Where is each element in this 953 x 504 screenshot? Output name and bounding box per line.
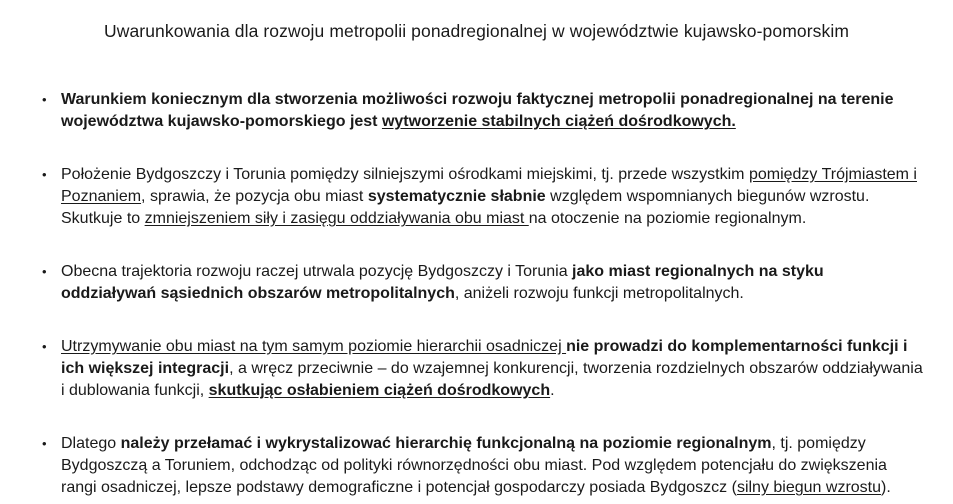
bullet-item bbox=[42, 261, 923, 305]
bullet-marker-icon: • bbox=[42, 264, 47, 279]
bullet-marker-icon: • bbox=[42, 167, 47, 182]
text-run: pomiędzy Trójmiastem i Poznaniem bbox=[61, 166, 917, 205]
text-run: nie prowadzi do komplementarności funkcji i ich większej integracji bbox=[61, 338, 908, 377]
text-run: , sprawia, że pozycja obu miast bbox=[141, 188, 368, 205]
bullet-item bbox=[42, 433, 923, 499]
text-run: . bbox=[550, 382, 555, 399]
text-run: ). bbox=[881, 479, 891, 496]
text-run: zmniejszeniem siły i zasięgu oddziaływania obu miast bbox=[144, 210, 529, 227]
bullet-text bbox=[61, 164, 923, 230]
bullet-item bbox=[42, 336, 923, 402]
bullet-marker-icon: • bbox=[42, 92, 47, 107]
slide-title: Uwarunkowania dla rozwoju metropolii ponadregionalnej w województwie kujawsko-pomorskim bbox=[103, 21, 849, 41]
text-run: , a wręcz przeciwnie – do wzajemnej konkurencji, tworzenia rozdzielnych obszarów oddziaływania i dublowania funkcji, bbox=[61, 360, 923, 399]
text-run: należy przełamać i wykrystalizować hierarchię funkcjonalną na poziomie regionalnym bbox=[120, 435, 772, 452]
text-run: silny biegun wzrostu bbox=[736, 479, 882, 496]
text-run: jako miast regionalnych na styku oddziaływań sąsiednich obszarów metropolitalnych bbox=[61, 263, 824, 302]
bullet-marker-icon: • bbox=[42, 436, 47, 451]
text-run: na otoczenie na poziomie regionalnym. bbox=[528, 210, 807, 227]
bullet-text bbox=[61, 89, 923, 133]
bullet-text bbox=[61, 433, 923, 499]
bullet-list bbox=[42, 89, 923, 499]
text-run: systematycznie słabnie bbox=[367, 188, 546, 205]
bullet-text bbox=[61, 336, 923, 402]
text-run: Warunkiem koniecznym dla stworzenia możliwości rozwoju faktycznej metropolii ponadregionalnej na terenie województwa kujawsko-pomorskiego jest bbox=[61, 91, 894, 130]
text-run: względem wspomnianych biegunów wzrostu. Skutkuje to bbox=[61, 188, 870, 227]
bullet-item bbox=[42, 89, 923, 133]
bullet-text bbox=[61, 261, 923, 305]
text-run: , aniżeli rozwoju funkcji metropolitalnych. bbox=[454, 285, 744, 302]
text-run: Dlatego bbox=[61, 435, 121, 452]
text-run: Obecna trajektoria rozwoju raczej utrwala pozycję Bydgoszczy i Torunia bbox=[61, 263, 573, 280]
bullet-marker-icon: • bbox=[42, 339, 47, 354]
text-run: Utrzymywanie obu miast na tym samym poziomie hierarchii osadniczej bbox=[61, 338, 567, 355]
text-run: skutkując osłabieniem ciążeń dośrodkowych bbox=[208, 382, 551, 399]
text-run: Położenie Bydgoszczy i Torunia pomiędzy silniejszymi ośrodkami miejskimi, tj. przede wszystkim bbox=[61, 166, 749, 183]
bullet-item bbox=[42, 164, 923, 230]
text-run: wytworzenie stabilnych ciążeń dośrodkowych. bbox=[381, 113, 736, 130]
text-run: , tj. pomiędzy Bydgoszczą a Toruniem, odchodząc od polityki równorzędności obu miast. Pod względem potencjału do zwiększenia rangi osadniczej, lepsze podstawy demograficzne i potencjał gospodarczy posiada Bydgoszcz ( bbox=[61, 435, 887, 496]
